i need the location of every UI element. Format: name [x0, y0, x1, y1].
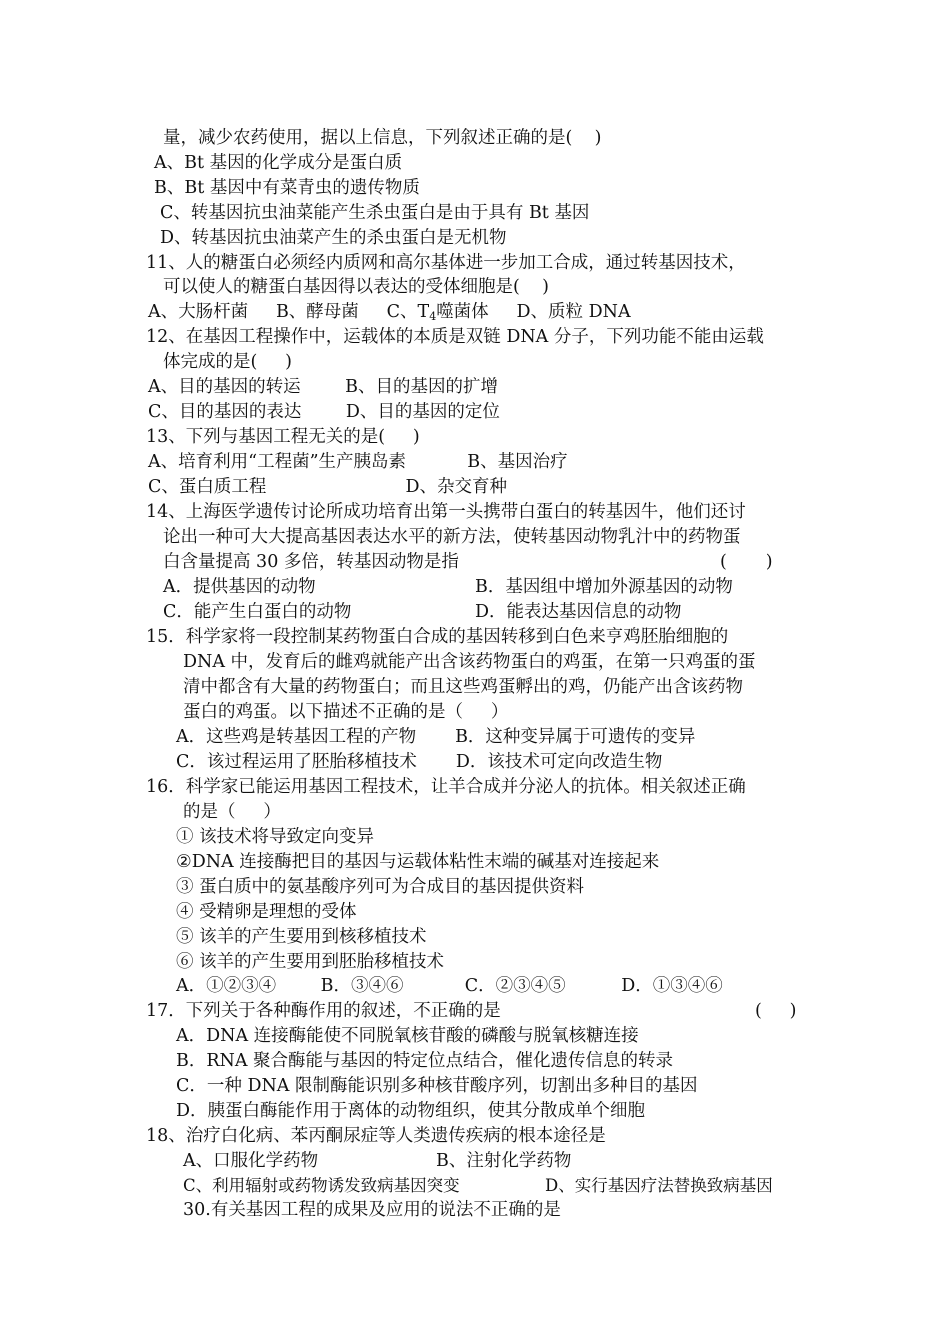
- option-d: D、实行基因疗法替换致病基因: [545, 1176, 773, 1195]
- question-15: 15．科学家将一段控制某药物蛋白合成的基因转移到白色来亨鸡胚胎细胞的: [146, 627, 729, 647]
- question-12-cont: 体完成的是( ): [163, 352, 292, 372]
- question-15-cont: 清中都含有大量的药物蛋白；而且这些鸡蛋孵出的鸡，仍能产出含该药物: [183, 677, 743, 697]
- subscript: 4: [429, 310, 437, 323]
- question-14: 14、上海医学遗传讨论所成功培育出第一头携带白蛋白的转基因牛，他们还讨: [146, 502, 746, 522]
- question-11-cont: 可以使人的糖蛋白基因得以表达的受体细胞是( ): [163, 277, 549, 297]
- option-c: C．一种 DNA 限制酶能识别多种核苷酸序列，切割出多种目的基因: [176, 1076, 698, 1096]
- option-b: B、注射化学药物: [436, 1151, 572, 1171]
- question-16: 16．科学家已能运用基因工程技术，让羊合成并分泌人的抗体。相关叙述正确: [146, 777, 746, 797]
- option-c: C．能产生白蛋白的动物: [163, 602, 352, 622]
- question-16-options: A．①②③④ B．③④⑥ C．②③④⑤ D．①③④⑥: [176, 976, 723, 996]
- statement-1: ① 该技术将导致定向变异: [176, 827, 375, 847]
- option-c: C、转基因抗虫油菜能产生杀虫蛋白是由于具有 Bt 基因: [160, 203, 590, 223]
- text-line: 量，减少农药使用，据以上信息，下列叙述正确的是( ): [163, 128, 602, 148]
- statement-6: ⑥ 该羊的产生要用到胚胎移植技术: [176, 952, 445, 972]
- option-b: B．RNA 聚合酶能与基因的特定位点结合，催化遗传信息的转录: [176, 1051, 674, 1071]
- options-text: 噬菌体 D、质粒 DNA: [436, 302, 631, 322]
- question-14-cont: 论出一种可大大提高基因表达水平的新方法，使转基因动物乳汁中的药物蛋: [163, 527, 741, 547]
- options-text: A、大肠杆菌 B、酵母菌 C、T: [148, 302, 430, 322]
- question-15-options-ab: A．这些鸡是转基因工程的产物 B．这种变异属于可遗传的变异: [176, 727, 696, 747]
- option-b: B．基因组中增加外源基因的动物: [475, 577, 733, 597]
- question-14-cont: 白含量提高 30 多倍，转基因动物是指: [163, 552, 459, 572]
- question-30: 30.有关基因工程的成果及应用的说法不正确的是: [183, 1200, 561, 1220]
- option-a: A．DNA 连接酶能使不同脱氧核苷酸的磷酸与脱氧核糖连接: [176, 1026, 639, 1046]
- option-a: A．提供基因的动物: [163, 577, 316, 597]
- statement-4: ④ 受精卵是理想的受体: [176, 902, 357, 922]
- question-12-options-ab: A、目的基因的转运 B、目的基因的扩增: [148, 377, 498, 397]
- option-a: A、Bt 基因的化学成分是蛋白质: [154, 153, 403, 173]
- option-d: D．胰蛋白酶能作用于离体的动物组织，使其分散成单个细胞: [176, 1101, 646, 1121]
- question-18: 18、治疗白化病、苯丙酮尿症等人类遗传疾病的根本途径是: [146, 1126, 606, 1146]
- answer-bracket: ( ): [755, 1001, 797, 1021]
- option-a: A、口服化学药物: [183, 1151, 319, 1171]
- option-b: B、Bt 基因中有菜青虫的遗传物质: [154, 178, 420, 198]
- question-12-options-cd: C、目的基因的表达 D、目的基因的定位: [148, 402, 500, 422]
- option-d: D、转基因抗虫油菜产生的杀虫蛋白是无机物: [160, 228, 507, 248]
- question-16-cont: 的是（ ）: [183, 802, 281, 822]
- statement-2: ②DNA 连接酶把目的基因与运载体粘性末端的碱基对连接起来: [176, 852, 660, 872]
- question-15-cont: DNA 中，发育后的雌鸡就能产出含该药物蛋白的鸡蛋，在第一只鸡蛋的蛋: [183, 652, 756, 672]
- question-15-options-cd: C．该过程运用了胚胎移植技术 D．该技术可定向改造生物: [176, 752, 663, 772]
- question-17: 17．下列关于各种酶作用的叙述，不正确的是: [146, 1001, 501, 1021]
- statement-3: ③ 蛋白质中的氨基酸序列可为合成目的基因提供资料: [176, 877, 585, 897]
- question-12: 12、在基因工程操作中，运载体的本质是双链 DNA 分子，下列功能不能由运载: [146, 327, 764, 347]
- option-c: C、利用辐射或药物诱发致病基因突变: [183, 1176, 460, 1195]
- question-13-options-cd: C、蛋白质工程 D、杂交育种: [148, 477, 507, 497]
- question-13: 13、下列与基因工程无关的是( ): [146, 427, 420, 447]
- answer-bracket: ( ): [720, 552, 773, 572]
- question-15-cont: 蛋白的鸡蛋。以下描述不正确的是（ ）: [183, 702, 509, 722]
- option-d: D．能表达基因信息的动物: [475, 602, 682, 622]
- statement-5: ⑤ 该羊的产生要用到核移植技术: [176, 927, 427, 947]
- question-13-options-ab: A、培育利用“工程菌”生产胰岛素 B、基因治疗: [148, 452, 568, 472]
- question-11: 11、人的糖蛋白必须经内质网和高尔基体进一步加工合成，通过转基因技术，: [146, 253, 746, 273]
